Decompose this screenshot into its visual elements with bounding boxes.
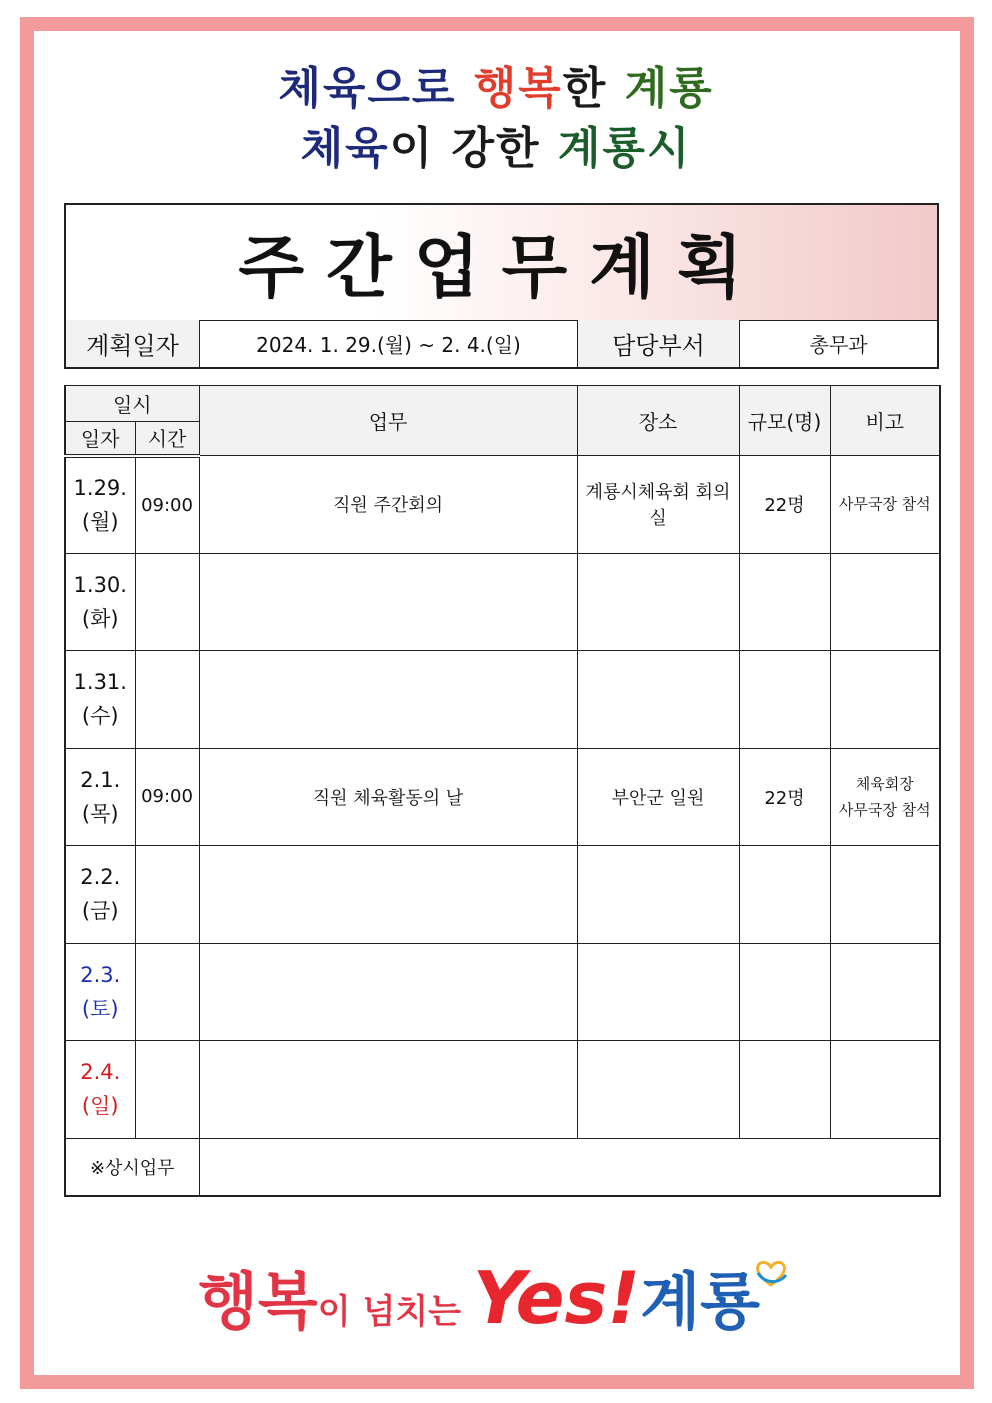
row-place bbox=[577, 1041, 739, 1139]
row-place bbox=[577, 651, 739, 749]
row-scale bbox=[739, 943, 830, 1041]
regular-task-value bbox=[199, 1138, 940, 1196]
row-place-text: 계룡시체육회 회의실 bbox=[585, 482, 731, 530]
row-place-text: 부안군 일원 bbox=[611, 787, 705, 809]
col-header-datetime: 일시 bbox=[65, 386, 199, 422]
row-day: (월) bbox=[81, 510, 119, 534]
row-place bbox=[577, 748, 739, 846]
row-date: 2.3. bbox=[80, 962, 121, 987]
row-date: 2.4. bbox=[80, 1060, 121, 1085]
plan-date-label: 계획일자 bbox=[66, 320, 200, 367]
col-header-time: 시간 bbox=[135, 422, 199, 456]
row-day: (토) bbox=[81, 996, 119, 1021]
row-note bbox=[830, 846, 940, 944]
row-time-text: 09:00 bbox=[141, 494, 193, 516]
row-note bbox=[830, 553, 940, 651]
row-task bbox=[199, 651, 577, 749]
footer-logo bbox=[0, 1252, 992, 1341]
row-scale-text: 22명 bbox=[764, 495, 805, 517]
footer-logo-part: Yes! bbox=[472, 1256, 641, 1340]
row-note bbox=[830, 651, 940, 749]
heart-icon bbox=[754, 1229, 788, 1257]
footer-logo-part: 계룡 bbox=[640, 1265, 761, 1338]
slogan-line-1 bbox=[0, 52, 992, 116]
row-day: (일) bbox=[81, 1094, 119, 1119]
regular-task-label: ※상시업무 bbox=[65, 1138, 199, 1196]
row-task bbox=[199, 456, 577, 554]
row-task bbox=[199, 846, 577, 944]
row-day: (수) bbox=[81, 704, 119, 729]
row-date-cell bbox=[65, 748, 135, 846]
slogan-part: 체육 bbox=[300, 123, 390, 174]
dept-label: 담당부서 bbox=[578, 320, 740, 367]
row-time bbox=[135, 651, 199, 749]
dept-value: 총무과 bbox=[809, 333, 868, 357]
footer-logo-part: 이 넘치는 bbox=[317, 1292, 473, 1332]
row-date-cell bbox=[65, 553, 135, 651]
row-scale bbox=[739, 553, 830, 651]
table-row bbox=[65, 651, 940, 749]
row-day: (목) bbox=[81, 801, 119, 826]
table-row bbox=[65, 748, 940, 846]
row-date: 2.2. bbox=[80, 865, 121, 890]
col-header-date: 일자 bbox=[65, 422, 135, 456]
row-time bbox=[135, 553, 199, 651]
slogan-line-2 bbox=[0, 112, 992, 176]
row-scale bbox=[739, 748, 830, 846]
row-time-text: 09:00 bbox=[141, 786, 193, 808]
row-time bbox=[135, 748, 199, 846]
row-note bbox=[830, 943, 940, 1041]
row-note-line: 사무국장 참석 bbox=[838, 495, 931, 514]
schedule-table bbox=[64, 385, 941, 1197]
table-row bbox=[65, 943, 940, 1041]
row-time bbox=[135, 943, 199, 1041]
row-task-text: 직원 주간회의 bbox=[332, 495, 444, 517]
row-task bbox=[199, 748, 577, 846]
row-time bbox=[135, 846, 199, 944]
row-place bbox=[577, 456, 739, 554]
col-header-place: 장소 bbox=[577, 386, 739, 456]
row-task bbox=[199, 943, 577, 1041]
row-task bbox=[199, 1041, 577, 1139]
row-place bbox=[577, 943, 739, 1041]
row-scale bbox=[739, 651, 830, 749]
table-row bbox=[65, 553, 940, 651]
table-row bbox=[65, 846, 940, 944]
row-date-cell bbox=[65, 651, 135, 749]
col-header-task: 업무 bbox=[199, 386, 577, 456]
header-info-row bbox=[66, 320, 937, 367]
row-note-line: 사무국장 참석 bbox=[838, 800, 931, 819]
slogan-part: 계룡시 bbox=[557, 123, 692, 174]
row-date-cell bbox=[65, 846, 135, 944]
row-time bbox=[135, 456, 199, 554]
slogan-part: 한 bbox=[562, 63, 625, 114]
row-date-cell bbox=[65, 1041, 135, 1139]
slogan-part: 체육으로 bbox=[278, 63, 474, 114]
row-day: (금) bbox=[81, 899, 119, 924]
row-place bbox=[577, 846, 739, 944]
row-date-cell bbox=[65, 456, 135, 554]
row-note bbox=[830, 748, 940, 846]
row-scale bbox=[739, 1041, 830, 1139]
row-note bbox=[830, 456, 940, 554]
row-scale bbox=[739, 456, 830, 554]
slogan-part: 계룡 bbox=[624, 63, 714, 114]
row-date: 1.30. bbox=[73, 572, 127, 597]
footer-logo-part: 행복 bbox=[197, 1265, 318, 1338]
row-day: (화) bbox=[81, 606, 119, 631]
row-scale-text: 22명 bbox=[764, 787, 805, 809]
col-header-note: 비고 bbox=[830, 386, 940, 456]
plan-date-value: 2024. 1. 29.(월) ~ 2. 4.(일) bbox=[200, 320, 578, 367]
header-box bbox=[64, 203, 939, 369]
row-place bbox=[577, 553, 739, 651]
table-row bbox=[65, 1041, 940, 1139]
row-date: 2.1. bbox=[80, 767, 121, 792]
row-scale bbox=[739, 846, 830, 944]
page-title: 주간업무계획 bbox=[238, 229, 765, 308]
title-band bbox=[66, 205, 937, 321]
row-note-line: 체육회장 bbox=[855, 774, 914, 793]
row-note bbox=[830, 1041, 940, 1139]
slogan-part: 행복 bbox=[473, 63, 563, 114]
row-time bbox=[135, 1041, 199, 1139]
row-date: 1.31. bbox=[73, 670, 127, 695]
row-date-cell bbox=[65, 943, 135, 1041]
row-task-text: 직원 체육활동의 날 bbox=[312, 787, 464, 809]
row-date: 1.29. bbox=[73, 476, 127, 500]
row-task bbox=[199, 553, 577, 651]
table-row bbox=[65, 456, 940, 554]
slogan-part: 이 강한 bbox=[389, 123, 558, 174]
col-header-scale: 규모(명) bbox=[739, 386, 830, 456]
